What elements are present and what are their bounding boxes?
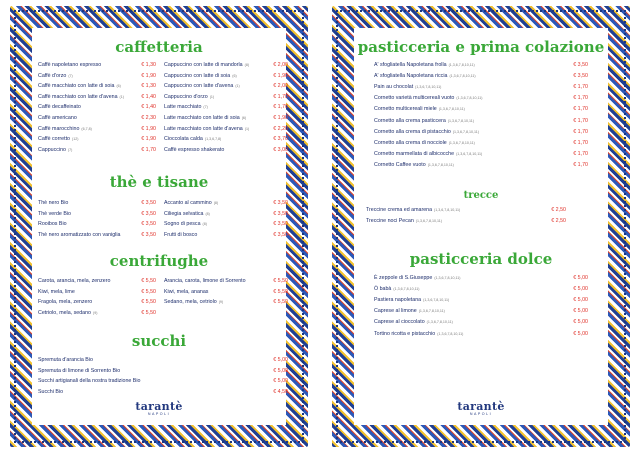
menu-item-label (164, 198, 218, 208)
menu-item (38, 92, 156, 102)
menu-item-name: Succhi artigianali della nostra tradizione Bio (38, 378, 141, 385)
menu-item-allergens: (1,3,6,7,8,10,11) (423, 298, 450, 303)
menu-item (38, 71, 156, 81)
menu-item-allergens: (9) (218, 300, 224, 305)
menu-item-price: € 1,70 (573, 117, 588, 124)
menu-item-allergens: (1,3,6,7,8,10,11) (427, 162, 454, 167)
menu-item-label (164, 230, 199, 240)
menu-item-allergens: (1,3,6,7,8) (204, 137, 222, 142)
menu-item (374, 295, 588, 305)
menu-item (38, 376, 288, 386)
menu-item (38, 366, 288, 376)
menu-item-allergens: (1,3,6,7,8,10,11) (418, 309, 445, 314)
menu-item (164, 124, 288, 134)
menu-item-name: Cornetto alla crema di nocciole (374, 139, 447, 146)
menu-item-name: Sedano, mela, cetriolo (164, 299, 217, 306)
menu-item-name: È zeppole di S.Giuseppe (374, 275, 433, 281)
menu-item (164, 81, 288, 91)
menu-item-name: Caffè macchiato con latte d'avena (38, 93, 118, 100)
menu-item (164, 145, 288, 155)
menu-item-name: Caprese al limone (374, 308, 417, 315)
tarante-logo (32, 400, 286, 416)
menu-item-price: € 5,50 (141, 288, 156, 295)
menu-item-label (38, 60, 103, 70)
menu-item-name: Cappuccino d'orzo (164, 93, 208, 100)
menu-item-price: € 5,50 (273, 278, 288, 284)
menu-item-name: Cornetto multicereali miele (374, 106, 437, 113)
menu-item-name: Succhi Bio (38, 388, 64, 395)
menu-item-label (164, 297, 223, 307)
menu-item (374, 317, 588, 327)
menu-item-name: Arancia, carota, limone di Sorrento (164, 278, 246, 284)
menu-item-price: € 5,50 (141, 299, 156, 306)
menu-item-label (374, 329, 463, 339)
menu-item (38, 219, 156, 229)
menu-item-allergens: (1) (209, 94, 215, 99)
menu-item-label (164, 60, 249, 70)
menu-item-label (164, 124, 249, 134)
menu-item-name: Thè verde Bio (38, 210, 71, 217)
menu-item-name: Latte macchiato con latte di soia (164, 115, 240, 121)
menu-item-price: € 3,50 (141, 200, 156, 206)
menu-item-price: € 3,50 (273, 221, 288, 228)
menu-item-price: € 1,70 (141, 146, 156, 153)
menu-item-name: Caffè marocchino (38, 125, 80, 132)
menu-item-price: € 3,50 (273, 200, 288, 206)
menu-item (38, 198, 156, 208)
menu-item-allergens: (1,3,6,7,8,10,11) (447, 118, 474, 123)
menu-item (374, 116, 588, 126)
menu-item-name: Kiwi, mela, ananas (164, 288, 209, 295)
menu-item (38, 276, 156, 286)
menu-item-label (366, 216, 442, 226)
menu-item-allergens: (1) (235, 84, 240, 89)
menu-item (38, 81, 156, 91)
menu-item-label (374, 116, 474, 126)
menu-item-label (374, 284, 420, 294)
menu-item-price: € 5,00 (273, 357, 288, 363)
menu-item-allergens: (1,3,6,7,8,10,11) (456, 96, 483, 101)
menu-item (164, 92, 288, 102)
menu-item (164, 71, 288, 81)
menu-item-price: € 3,50 (573, 73, 588, 80)
menu-item (164, 287, 288, 297)
menu-item-price: € 1,70 (573, 84, 588, 91)
menu-item-allergens: (8) (244, 63, 250, 67)
menu-item-allergens: (1) (244, 126, 250, 131)
menu-item-price: € 3,50 (273, 231, 288, 238)
menu-item-name: Cappuccino con latte di mandorla (164, 62, 243, 68)
menu-item-label (374, 149, 482, 159)
menu-item-name: Thè nero Bio (38, 200, 69, 206)
menu-item-price: € 2,50 (551, 218, 566, 225)
menu-item-label (374, 138, 475, 148)
section-title-pasticceria-prima-colazione: pasticceria e prima colazione (357, 38, 605, 56)
logo-subtitle: NAPOLI (147, 412, 171, 416)
menu-item-price: € 5,00 (273, 378, 288, 385)
menu-item-name: Caffè macchiato con latte di soia (38, 83, 115, 90)
menu-item-price: € 5,00 (273, 367, 288, 374)
menu-item-name: Cappuccino (38, 146, 66, 153)
menu-item-name: Spremuta di limone di Sorrento Bio (38, 367, 121, 374)
menu-item-label (38, 124, 92, 134)
menu-item-name: Caffè espresso shakerato (164, 146, 225, 153)
menu-item-label (38, 355, 95, 365)
menu-item-label (374, 71, 476, 81)
menu-item (374, 82, 588, 92)
menu-item (38, 230, 156, 240)
menu-item (366, 216, 566, 226)
menu-item-price: € 2,00 (273, 62, 288, 68)
menu-item-label (38, 134, 78, 144)
menu-item (374, 160, 588, 170)
menu-item-price: € 1,90 (141, 72, 156, 79)
menu-item-allergens: (1,3,6,7,8,10,11) (415, 219, 442, 224)
menu-item-label (164, 92, 214, 102)
menu-item-label (374, 104, 465, 114)
menu-item (38, 134, 156, 144)
menu-item-name: Caffè americano (38, 115, 77, 121)
menu-item-price: € 1,70 (573, 95, 588, 102)
menu-item (374, 306, 588, 316)
menu-item-label (38, 209, 73, 219)
menu-item (374, 71, 588, 81)
menu-item-price: € 1,40 (141, 104, 156, 111)
menu-item (164, 297, 288, 307)
menu-item (374, 104, 588, 114)
menu-item (366, 205, 566, 215)
menu-page-left (10, 6, 308, 447)
menu-item-allergens: (6) (241, 116, 247, 120)
menu-item-allergens: (1,3,6,7,8,10,11) (426, 320, 453, 325)
menu-item-allergens: (8) (202, 222, 207, 227)
menu-item-allergens: (7) (68, 73, 73, 78)
menu-item-label (38, 387, 65, 397)
menu-item-label (38, 219, 69, 229)
menu-item (164, 113, 288, 123)
menu-item-label (38, 81, 121, 91)
menu-item-price: € 2,00 (273, 83, 288, 90)
menu-item-allergens: (1,3,6,7,8,10,11) (456, 151, 483, 156)
menu-item (164, 198, 288, 208)
menu-item (164, 102, 288, 112)
menu-item-price: € 5,00 (573, 275, 588, 281)
menu-item-name: Caffè d'orzo (38, 72, 67, 79)
menu-item (374, 284, 588, 294)
menu-item-label (374, 127, 479, 137)
menu-item-name: A' sfogliatella Napoletana frolla (374, 62, 447, 68)
menu-item (38, 113, 156, 123)
menu-item-price: € 1,90 (273, 115, 288, 121)
menu-item-price: € 1,70 (273, 104, 288, 111)
menu-item-price: € 5,00 (573, 330, 588, 337)
menu-item-price: € 2,20 (273, 125, 288, 132)
menu-item-name: A' sfogliatella Napoletana riccia (374, 73, 448, 80)
menu-item-price: € 5,00 (573, 308, 588, 315)
menu-item-label (374, 160, 454, 170)
menu-item-label (164, 113, 246, 123)
menu-item-allergens: (6) (232, 73, 237, 78)
menu-item-name: Cetriolo, mela, sedano (38, 309, 91, 316)
menu-item-allergens: (6) (116, 84, 121, 89)
menu-item-name: Cornetto alla crema pasticcera (374, 117, 446, 124)
menu-item-label (38, 230, 122, 240)
menu-item-label (366, 205, 460, 215)
menu-item (374, 138, 588, 148)
menu-content-left (32, 28, 286, 425)
menu-item-price: € 1,70 (573, 150, 588, 157)
menu-item-allergens: (12) (72, 137, 79, 142)
menu-item-price: € 1,30 (141, 83, 156, 90)
section-title-pasticceria-dolce: pasticceria dolce (409, 250, 553, 268)
menu-item-label (164, 145, 226, 155)
menu-item-name: Thè nero aromatizzato con vaniglia (38, 231, 121, 238)
menu-item (374, 149, 588, 159)
menu-item-allergens: (8) (205, 211, 210, 216)
menu-item-label (374, 82, 441, 92)
menu-item-allergens: (7) (67, 147, 73, 152)
menu-item-allergens: (9) (93, 310, 98, 315)
menu-item (38, 102, 156, 112)
menu-item-label (374, 93, 482, 103)
section-title-succhi: succhi (131, 332, 187, 350)
logo-name: tarantè (457, 400, 505, 413)
menu-item (374, 273, 588, 283)
menu-item-label (164, 71, 237, 81)
menu-item-allergens: (1,3,6,7,8,10,11) (415, 85, 442, 90)
menu-item-price: € 5,50 (141, 278, 156, 284)
menu-item-name: Accanto al cammino (164, 200, 212, 206)
menu-item-name: Pain au chocolat (374, 84, 414, 91)
menu-item-label (38, 276, 112, 286)
menu-item (164, 219, 288, 229)
menu-item-label (38, 102, 83, 112)
menu-item (38, 124, 156, 134)
menu-item-name: Cappuccino con latte d'avena (164, 83, 234, 90)
menu-item-allergens: (1,3,6,7,8,10,11) (437, 331, 464, 336)
tarante-logo (354, 400, 608, 416)
menu-item-name: Ò babà (374, 286, 392, 293)
section-title-the-e-tisane: thè e tisane (109, 173, 209, 191)
menu-item-price: € 3,00 (273, 146, 288, 153)
menu-item-name: Treccine noci Pecan (366, 218, 414, 225)
menu-item (38, 209, 156, 219)
menu-item-allergens: (1) (119, 94, 124, 99)
menu-item-label (38, 92, 124, 102)
menu-item-price: € 1,90 (141, 136, 156, 143)
menu-item-price: € 3,70 (273, 136, 288, 143)
menu-item-price: € 1,30 (141, 62, 156, 68)
menu-item-label (164, 81, 240, 91)
menu-item (38, 355, 288, 365)
menu-item-name: Kiwi, mela, lime (38, 288, 75, 295)
menu-item-price: € 5,50 (273, 299, 288, 306)
menu-item-price: € 5,00 (573, 286, 588, 293)
menu-item-allergens: (1,3,6,7,8,10,11) (434, 276, 461, 280)
menu-item-label (374, 273, 460, 283)
menu-item-name: Cornetto marmellata di albicocche (374, 150, 455, 157)
menu-item (164, 230, 288, 240)
menu-item-allergens: (8) (213, 201, 219, 205)
menu-item-label (38, 308, 97, 318)
menu-item-allergens: (1,3,6,7,8,10,11) (438, 107, 465, 112)
menu-item-price: € 4,50 (273, 388, 288, 395)
menu-item (164, 276, 288, 286)
menu-item (374, 60, 588, 70)
menu-item-price: € 1,90 (273, 72, 288, 79)
menu-item-name: Caprese al cioccolato (374, 319, 425, 326)
menu-item-price: € 1,70 (573, 161, 588, 168)
menu-item-price: € 1,70 (273, 93, 288, 100)
menu-item-label (38, 71, 73, 81)
menu-item-price: € 1,70 (573, 128, 588, 135)
menu-item-name: Pastiera napoletana (374, 297, 422, 304)
menu-item-price: € 1,90 (141, 125, 156, 132)
menu-item-name: Caffè napoletano espresso (38, 62, 102, 68)
menu-item-name: Cornetto Caffee vuoto (374, 161, 426, 168)
menu-item-name: Frutti di bosco (164, 231, 198, 238)
menu-item (38, 297, 156, 307)
menu-item-allergens: (7) (203, 105, 208, 110)
menu-item-label (38, 376, 142, 386)
menu-item-label (38, 145, 72, 155)
menu-item-name: Spremuta d'arancia Bio (38, 357, 93, 363)
menu-item-name: Fragola, mela, zenzero (38, 299, 93, 306)
menu-item-name: Rooibos Bio (38, 221, 67, 228)
menu-item-price: € 3,50 (141, 221, 156, 228)
menu-item (164, 209, 288, 219)
menu-item-price: € 3,50 (573, 62, 588, 68)
menu-item-label (38, 287, 77, 297)
menu-item (38, 287, 156, 297)
menu-item-label (164, 219, 207, 229)
menu-page-right (332, 6, 630, 447)
menu-item-name: Latte macchiato (164, 104, 202, 111)
menu-item-label (38, 198, 70, 208)
section-title-trecce: trecce (463, 190, 499, 201)
menu-item-name: Ciliegia selvatica (164, 210, 204, 217)
menu-item-allergens: (1,3,6,7,8,10,11) (393, 287, 420, 292)
menu-item-name: Sogno di pesca (164, 221, 201, 228)
menu-content-right (354, 28, 608, 425)
menu-item-price: € 3,50 (141, 231, 156, 238)
menu-item-price: € 5,00 (573, 319, 588, 326)
menu-item-label (38, 366, 122, 376)
menu-item-price: € 5,50 (273, 288, 288, 295)
menu-item-allergens: (1,3,6,7,8,10,11) (434, 208, 461, 212)
menu-item (164, 60, 288, 70)
menu-item-label (164, 134, 221, 144)
menu-item (374, 93, 588, 103)
menu-item (38, 60, 156, 70)
menu-item-name: Cioccolata calda (164, 136, 203, 143)
menu-item-allergens: (1,3,6,7,8,10,11) (448, 140, 475, 145)
menu-item-label (374, 306, 445, 316)
menu-item-price: € 1,40 (141, 93, 156, 100)
menu-item-name: Cappuccino con latte di soia (164, 72, 231, 79)
menu-item-price: € 1,70 (573, 106, 588, 113)
menu-item-price: € 5,00 (573, 297, 588, 304)
section-title-caffetteria: caffetteria (115, 38, 203, 56)
menu-item-allergens: (1,3,6,7,8,10,11) (448, 63, 475, 67)
menu-item-allergens: (6,7,8) (81, 126, 92, 131)
menu-item-name: Carota, arancia, mela, zenzero (38, 278, 111, 284)
menu-item-name: Treccine crema ed amarena (366, 207, 433, 213)
menu-item-name: Caffè corretto (38, 136, 70, 143)
menu-item (374, 127, 588, 137)
menu-item-price: € 3,50 (273, 210, 288, 217)
menu-item-price: € 5,50 (141, 309, 156, 316)
menu-item-label (374, 317, 453, 327)
logo-name: tarantè (135, 400, 183, 413)
menu-item-allergens: (1,3,6,7,8,10,11) (452, 129, 479, 134)
menu-item (38, 145, 156, 155)
menu-item-label (38, 113, 79, 123)
menu-item-price: € 2,30 (141, 115, 156, 121)
menu-item-label (374, 295, 449, 305)
menu-item (38, 308, 156, 318)
menu-item-name: Cornetto varietà multicereali vuoto (374, 95, 455, 102)
section-title-centrifughe: centrifughe (109, 252, 209, 270)
menu-item-label (164, 287, 210, 297)
menu-item-name: Tortino ricotta e pistacchio (374, 330, 436, 337)
menu-item-label (374, 60, 475, 70)
menu-item-label (164, 102, 208, 112)
menu-item (38, 387, 288, 397)
menu-item-label (38, 297, 94, 307)
menu-item (164, 134, 288, 144)
menu-item-price: € 2,50 (551, 207, 566, 213)
menu-item-label (164, 276, 248, 286)
menu-item-price: € 1,70 (573, 139, 588, 146)
menu-item-name: Caffè decaffeinato (38, 104, 81, 111)
logo-subtitle: NAPOLI (469, 412, 493, 416)
menu-item-label (164, 209, 210, 219)
menu-item (374, 329, 588, 339)
menu-item-name: Latte macchiato con latte d'avena (164, 125, 243, 132)
menu-item-name: Cornetto alla crema di pistacchio (374, 128, 451, 135)
menu-item-allergens: (1,3,6,7,8,10,11) (449, 74, 476, 79)
menu-item-price: € 3,50 (141, 210, 156, 217)
